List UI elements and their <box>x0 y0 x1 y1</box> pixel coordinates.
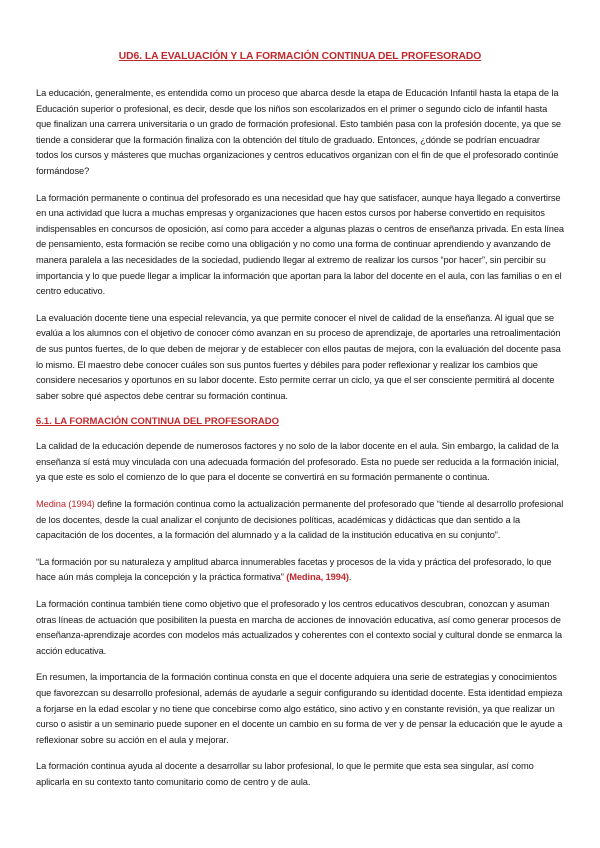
medina-definition-text: define la formación continua como la actualización permanente del profesorado que “tiende al desarrollo profesional de los docentes, desde la cual analizar el conjunto de decisiones políticas, académicas y didácticas que dan sentido a la capacitación de los docentes, a la formación del alumnado y a la calidad de la institución educativa en su conjunto”. <box>36 499 564 541</box>
paragraph-intro: La educación, generalmente, es entendida como un proceso que abarca desde la etapa de Educación Infantil hasta la etapa de la Educación superior o profesional, es decir, desde que los niños son escolarizados en el primer o segundo ciclo de infantil hasta que finalizan una carrera universitaria o un grado de formación profesional. Esto también pasa con la profesión docente, ya que se tiende a considerar que la formación finaliza con la obtención del título de graduado. Entonces, ¿dónde se podrían encuadrar todos los cursos y másteres que muchas organizaciones y centros educativos organizan con el fin de que el profesorado continúe formándose? <box>36 88 561 176</box>
paragraph-education-quality: La calidad de la educación depende de numerosos factores y no solo de la labor docente en el aula. Sin embargo, la calidad de la enseñanza sí está muy vinculada con una adecuada formación del profesorado. Esta no puede ser reducida a la formación inicial, ya que este es solo el comienzo de lo que para el docente se convertirá en su formación permanente o continua. <box>36 441 559 483</box>
paragraph-quote <box>36 555 564 586</box>
document-title: UD6. LA EVALUACIÓN Y LA FORMACIÓN CONTINUA DEL PROFESORADO <box>118 51 482 62</box>
section-heading: 6.1. LA FORMACIÓN CONTINUA DEL PROFESORADO <box>36 416 279 428</box>
quote-text: “La formación por su naturaleza y amplitud abarca innumerables facetas y procesos de la vida y práctica del profesorado, lo que hace aún más compleja la concepción y la práctica formativa” <box>36 556 552 583</box>
paragraph-medina-definition <box>36 497 564 544</box>
paragraph-summary: En resumen, la importancia de la formación continua consta en que el docente adquiera una serie de estrategias y conocimientos que favorezcan su desarrollo profesional, además de ayudarle a seguir configurando su identidad docente. Esta identidad empieza a forjarse en la edad escolar y no tiene que concebirse como algo estático, sino activo y en constante revisión, ya que realizar un curso o asistir a un seminario puede suponer en el docente un cambio en su forma de ver y de pensar la educación que le ayude a reflexionar sobre su acción en el aula y mejorar. <box>36 672 563 745</box>
paragraph-innovation: La formación continua también tiene como objetivo que el profesorado y los centros educativos descubran, conozcan y asuman otras líneas de actuación que posibiliten la puesta en marcha de acciones de innovación educativa, así como generar procesos de enseñanza-aprendizaje acordes con modelos más actualizados y coherentes con el contexto social y cultural donde se enmarca la acción educativa. <box>36 599 562 656</box>
citation-medina: Medina (1994) <box>36 499 95 510</box>
citation-medina-quote: (Medina, 1994) <box>286 572 349 583</box>
paragraph-teacher-evaluation: La evaluación docente tiene una especial relevancia, ya que permite conocer el nivel de calidad de la enseñanza. Al igual que se evalúa a los alumnos con el objetivo de conocer cómo avanzan en su proceso de aprendizaje, de aportarles una retroalimentación de sus puntos fuertes, de lo que deben de mejorar y de establecer con ellos pautas de mejora, con la evaluación del docente pasa lo mismo. El maestro debe conocer cuáles son sus puntos fuertes y débiles para poder reflexionar y realizar los cambios que considere necesarios y oportunos en su labor docente. Esto permite cerrar un ciclo, ya que el ser consciente permitirá al docente saber sobre qué aspectos debe centrar su formación continua. <box>36 312 561 401</box>
paragraph-conclusion: La formación continua ayuda al docente a desarrollar su labor profesional, lo que le permite que esta sea singular, así como aplicarla en su contexto tanto comunitario como de centro y de aula. <box>36 761 534 787</box>
paragraph-permanent-training: La formación permanente o continua del profesorado es una necesidad que hay que satisfacer, aunque haya llegado a convertirse en una actividad que lucra a muchas empresas y organizaciones que hacen estos cursos por haberse convertido en requisitos indispensables en concursos de oposición, así como para acceder a algunas plazas o centros de enseñanza privada. En esta línea de pensamiento, esta formación se recibe como una obligación y no como una forma de continuar aprendiendo y avanzando de manera paralela a las necesidades de la sociedad, pudiendo llegar al extremo de realizar los cursos “por hacer”, sin percibir su importancia y lo que puede llegar a implicar la información que aportan para la labor del docente en el aula, con las familias o en el centro educativo. <box>36 192 564 297</box>
quote-end: . <box>348 572 352 583</box>
